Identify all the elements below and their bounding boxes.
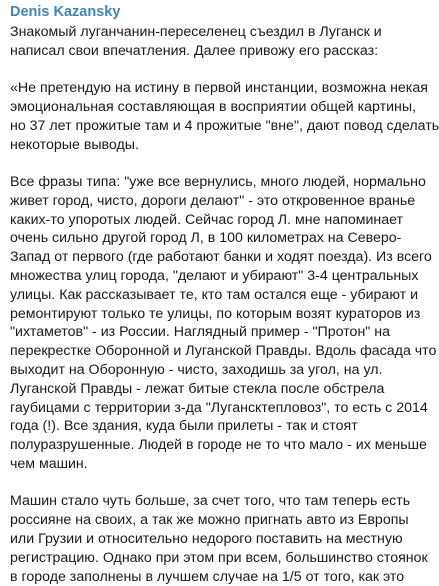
paragraph-spacer (10, 61, 422, 80)
text-line: "ихтаметов" - из России. Наглядный пример - "Протон" на (10, 323, 422, 342)
text-line: выходит на Оборонную - чисто, заходишь за угол, на ул. (10, 361, 422, 380)
text-line: «Не претендую на истину в первой инстанции, возможна некая (10, 79, 422, 98)
text-line: множества улиц города, "делают и убирают" 3-4 центральных (10, 267, 422, 286)
paragraph-spacer (10, 474, 422, 493)
paragraph-disclaimer (10, 79, 422, 154)
paragraph-intro (10, 23, 422, 61)
text-line: ремонтируют только те улицы, по которым возят кураторов из (10, 305, 422, 324)
text-line: Луганской Правды - лежат битые стекла после обстрела (10, 380, 422, 399)
paragraph-cars (10, 492, 422, 586)
text-line: россияне на своих, а так же можно пригнать авто из Европы (10, 511, 422, 530)
text-line: некоторые выводы. (10, 136, 422, 155)
text-line: очень сильно другой город Л, в 100 километрах на Северо- (10, 229, 422, 248)
text-line: перекрестке Оборонной и Луганской Правды. Вдоль фасада что (10, 342, 422, 361)
text-line: Запад от первого (где работают банки и ходят поезда). Из всего (10, 248, 422, 267)
text-line: года (!). Все здания, куда были прилеты - так и стоят (10, 417, 422, 436)
text-line: каких-то упоротых людей. Сейчас город Л. мне напоминает (10, 211, 422, 230)
text-line: но 37 лет прожитые там и 4 прожитые "вне", дают повод сделать (10, 117, 422, 136)
author-name-link[interactable]: Denis Kazansky (10, 3, 422, 21)
text-line: Знакомый луганчанин-переселенец съездил в Луганск и (10, 23, 422, 42)
text-line: Машин стало чуть больше, за счет того, что там теперь есть (10, 492, 422, 511)
text-line: написал свои впечатления. Далее привожу его рассказ: (10, 42, 422, 61)
text-line: полуразрушенные. Людей в городе не то что мало - их меньше (10, 436, 422, 455)
post-message (10, 0, 422, 564)
text-line: Все фразы типа: "уже все вернулись, много людей, нормально (10, 173, 422, 192)
text-line: эмоциональная составляющая в восприятии общей картины, (10, 98, 422, 117)
text-line: регистрацию. Однако при этом при всем, большинство стоянок (10, 549, 422, 568)
paragraph-spacer (10, 154, 422, 173)
text-line: гаубицами с территории з-да "Лугансктепловоз", то есть с 2014 (10, 399, 422, 418)
paragraph-city-description (10, 173, 422, 474)
text-line: или Грузии и относительно недорого поставить на местную (10, 530, 422, 549)
text-line: в городе заполнены в лучшем случае на 1/5 от того, как это (10, 568, 422, 586)
text-line: чем машин. (10, 455, 422, 474)
text-line: живет город, чисто, дороги делают" - это откровенное вранье (10, 192, 422, 211)
text-line: улицы. Как рассказывает те, кто там остался еще - убирают и (10, 286, 422, 305)
